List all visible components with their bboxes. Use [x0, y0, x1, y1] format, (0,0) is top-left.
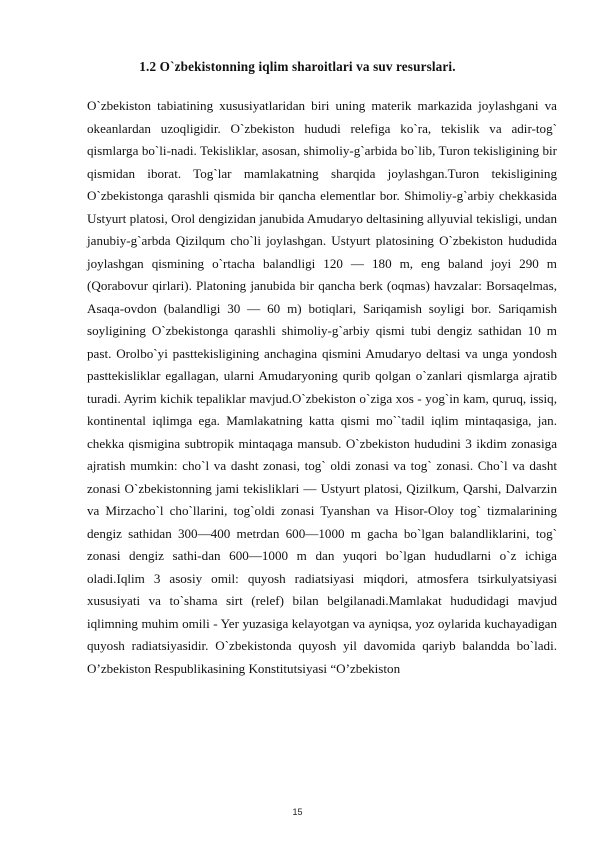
section-title: 1.2 O`zbekistonning iqlim sharoitlari va suv resurslari.	[139, 59, 456, 74]
page-number: 15	[292, 807, 303, 817]
body-paragraph: O`zbekiston tabiatining xususiyatlaridan biri uning materik markazida joylashgani va okeanlardan uzoqligidir. O`zbekiston hududi relefiga ko`ra, tekislik va adir-tog` qismlarga bo`li-nadi. Tekisliklar, asosan, shimoliy-g`arbida bo`lib, Turon tekisligining bir qismidan iborat. Tog`lar mamlakatning sharqida joylashgan.Turon tekisligining O`zbekistonga qarashli qismida bir qancha elementlar bor. Shimoliy-g`arbiy chekkasida Ustyurt platosi, Orol dengizidan janubida Amudaryo deltasining allyuvial tekisligi, undan janubiy-g`arbda Qizilqum cho`li joylashgan. Ustyurt platosining O`zbekiston hududida joylashgan qismining o`rtacha balandligi 120 — 180 m, eng baland joyi 290 m (Qorabovur qirlari). Platoning janubida bir qancha berk (oqmas) havzalar: Borsaqelmas, Asaqa-ovdon (balandligi 30 — 60 m) botiqlari, Sariqamish soyligi bor. Sariqamish soyligining O`zbekistonga qarashli shimoliy-g`arbiy qismi tubi dengiz sathidan 10 m past. Orolbo`yi pasttekisligining anchagina qismini Amudaryo deltasi va unga yondosh pasttekisliklar egallagan, ularni Amudaryoning qurib qolgan o`zanlari qismlarga ajratib turadi. Ayrim kichik tepaliklar mavjud.O`zbekiston o`ziga xos - yog`in kam, quruq, issiq, kontinental iqlimga ega. Mamlakatning katta qismi mo``tadil iqlim mintaqasiga, jan. chekka qismigina subtropik mintaqaga mansub. O`zbekiston hududini 3 ikdim zonasiga ajratish mumkin: cho`l va dasht zonasi, tog` oldi zonasi va tog` zonasi. Cho`l va dasht zonasi O`zbekistonning jami tekisliklari — Ustyurt platosi, Qizilkum, Qarshi, Dalvarzin va Mirzacho`l cho`llarini, tog`oldi zonasi Tyanshan va Hisor-Oloy tog` tizmalarining dengiz sathidan 300—400 metrdan 600—1000 m gacha bo`lgan balandliklarini, tog` zonasi dengiz sathi-dan 600—1000 m dan yuqori bo`lgan hududlarni o`z ichiga oladi.Iqlim 3 asosiy omil: quyosh radiatsiyasi miqdori, atmosfera tsirkulyatsiyasi xususiyati va to`shama sirt (relef) bilan belgilanadi.Mamlakat hududidagi mavjud iqlimning muhim omili - Yer yuzasiga kelayotgan va ayniqsa, yoz oylarida kuchayadigan quyosh radiatsiyasidir. O`zbekistonda quyosh yil davomida qariyb balandda bo`ladi. O’zbekiston Respublikasining Konstitutsiyasi “O’zbekiston	[87, 98, 557, 676]
